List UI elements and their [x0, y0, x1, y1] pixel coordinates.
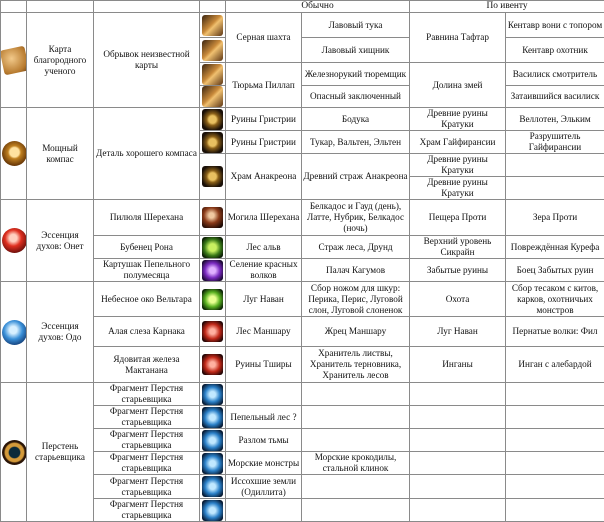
- drop-monsters: Сбор ножом для шкур: Перика, Перис, Луговой слон, Луговой слоненок: [302, 282, 410, 317]
- event-monsters: [506, 177, 604, 200]
- drop-monsters: [302, 475, 410, 499]
- event-monsters: [506, 406, 604, 429]
- slot-icon-cell: [200, 475, 226, 499]
- item-name: Алая слеза Карнака: [94, 317, 200, 347]
- junk-ring-icon: [2, 440, 27, 465]
- header-blank: [27, 1, 94, 13]
- item-name: Пилюля Шерехана: [94, 200, 200, 236]
- table-row: [1, 108, 604, 131]
- event-location: Долина змей: [410, 63, 506, 108]
- event-location: [410, 499, 506, 522]
- spirit-essence-onet-icon: [2, 228, 27, 253]
- drop-monsters: Палач Кагумов: [302, 259, 410, 282]
- drop-location: Могила Шерехана: [226, 200, 302, 236]
- drop-monsters: [302, 383, 410, 406]
- compass-part-icon: [202, 109, 223, 130]
- item-name: Фрагмент Перстня старьевщика: [94, 406, 200, 429]
- item-name: Бубенец Рона: [94, 236, 200, 259]
- slot-icon-cell: [200, 406, 226, 429]
- slot-icon-cell: [200, 131, 226, 154]
- drop-location: [226, 499, 302, 522]
- event-location: [410, 383, 506, 406]
- drop-monsters: Лавовый хищник: [302, 38, 410, 63]
- item-name: Обрывок неизвестной карты: [94, 13, 200, 108]
- ring-fragment-icon: [202, 430, 223, 451]
- event-monsters: Инган с алебардой: [506, 347, 604, 383]
- header-blank: [1, 1, 27, 13]
- slot-icon-cell: [200, 429, 226, 452]
- event-monsters: Сбор тесаком с китов, карков, охотничьих монстров: [506, 282, 604, 317]
- group-name: Эссенция духов: Одо: [27, 282, 94, 383]
- map-scrap-icon: [202, 15, 223, 36]
- slot-icon-cell: [200, 347, 226, 383]
- drop-monsters: Древний страж Анакреона: [302, 154, 410, 200]
- event-monsters: [506, 154, 604, 177]
- slot-icon-cell: [200, 236, 226, 259]
- spirit-essence-odo-icon: [2, 320, 27, 345]
- map-scrap-icon: [202, 86, 223, 107]
- header-blank: [94, 1, 200, 13]
- event-monsters: Кентавр вони с топором: [506, 13, 604, 38]
- slot-icon-cell: [200, 452, 226, 475]
- drop-location: [226, 383, 302, 406]
- table-row: [1, 383, 604, 406]
- drop-monsters: Страж леса, Друнд: [302, 236, 410, 259]
- ring-fragment-icon: [202, 500, 223, 521]
- drop-location: Разлом тьмы: [226, 429, 302, 452]
- item-name: Фрагмент Перстня старьевщика: [94, 499, 200, 522]
- slot-icon-cell: [200, 317, 226, 347]
- event-location: Храм Гайфирансии: [410, 131, 506, 154]
- event-monsters: Пернатые волки: Фил: [506, 317, 604, 347]
- slot-icon-cell: [200, 499, 226, 522]
- group-name: Перстень старьевщика: [27, 383, 94, 522]
- event-location: Древние руины Кратуки: [410, 177, 506, 200]
- slot-icon-cell: [200, 86, 226, 108]
- slot-icon-cell: [200, 63, 226, 86]
- ring-fragment-icon: [202, 384, 223, 405]
- event-location: [410, 475, 506, 499]
- header-event: По ивенту: [410, 1, 604, 13]
- drop-monsters: Лавовый тука: [302, 13, 410, 38]
- group-icon-cell: [1, 282, 27, 383]
- table-row: [1, 282, 604, 317]
- event-location: [410, 452, 506, 475]
- item-name: Фрагмент Перстня старьевщика: [94, 452, 200, 475]
- event-monsters: [506, 383, 604, 406]
- drop-location: Лес альв: [226, 236, 302, 259]
- drop-monsters: Опасный заключенный: [302, 86, 410, 108]
- event-monsters: Василиск смотритель: [506, 63, 604, 86]
- drop-location: Морские монстры: [226, 452, 302, 475]
- group-name: Эссенция духов: Онет: [27, 200, 94, 282]
- header-blank: [200, 1, 226, 13]
- slot-icon-cell: [200, 200, 226, 236]
- drop-location: Селение красных волков: [226, 259, 302, 282]
- drop-location: Иссохшие земли (Одиллита): [226, 475, 302, 499]
- event-location: Забытые руины: [410, 259, 506, 282]
- veltar-eye-icon: [202, 289, 223, 310]
- ash-crescent-icon: [202, 260, 223, 281]
- event-location: Инганы: [410, 347, 506, 383]
- ring-fragment-icon: [202, 476, 223, 497]
- event-monsters: Зера Проти: [506, 200, 604, 236]
- drop-location: Руины Гристрии: [226, 108, 302, 131]
- slot-icon-cell: [200, 154, 226, 200]
- item-name: Фрагмент Перстня старьевщика: [94, 475, 200, 499]
- drop-location: Пепельный лес ?: [226, 406, 302, 429]
- item-name: Фрагмент Перстня старьевщика: [94, 429, 200, 452]
- event-location: Верхний уровень Сикрайн: [410, 236, 506, 259]
- event-location: Охота: [410, 282, 506, 317]
- item-name: Деталь хорошего компаса: [94, 108, 200, 200]
- event-monsters: Затаившийся василиск: [506, 86, 604, 108]
- event-monsters: [506, 452, 604, 475]
- drop-monsters: Белкадос и Гауд (день), Латте, Нубрик, Белкадос (ночь): [302, 200, 410, 236]
- item-name: Небесное око Вельтара: [94, 282, 200, 317]
- slot-icon-cell: [200, 108, 226, 131]
- event-location: Луг Наван: [410, 317, 506, 347]
- event-monsters: Боец Забытых руин: [506, 259, 604, 282]
- event-location: Равнина Тафтар: [410, 13, 506, 63]
- event-monsters: [506, 499, 604, 522]
- slot-icon-cell: [200, 38, 226, 63]
- slot-icon-cell: [200, 13, 226, 38]
- drop-location: Серная шахта: [226, 13, 302, 63]
- ring-fragment-icon: [202, 407, 223, 428]
- event-location: Пещера Проти: [410, 200, 506, 236]
- group-icon-cell: [1, 108, 27, 200]
- event-monsters: Разрушитель Гайфирансии: [506, 131, 604, 154]
- item-name: Картушак Пепельного полумесяца: [94, 259, 200, 282]
- group-name: Карта благородного ученого: [27, 13, 94, 108]
- drop-monsters: Тукар, Вальтен, Эльтен: [302, 131, 410, 154]
- map-scrap-icon: [202, 64, 223, 85]
- powerful-compass-icon: [2, 141, 27, 166]
- drop-location: Лес Маншару: [226, 317, 302, 347]
- header-row: [1, 1, 604, 13]
- drop-monsters: Морские крокодилы, стальной клинок: [302, 452, 410, 475]
- maktanan-gland-icon: [202, 354, 223, 375]
- compass-part-icon: [202, 166, 223, 187]
- drop-location: Руины Тширы: [226, 347, 302, 383]
- slot-icon-cell: [200, 282, 226, 317]
- table-row: [1, 13, 604, 38]
- drop-monsters: Железнорукий тюремщик: [302, 63, 410, 86]
- ron-bell-icon: [202, 237, 223, 258]
- event-location: Древние руины Кратуки: [410, 108, 506, 131]
- drop-location: Храм Анакреона: [226, 154, 302, 200]
- drop-monsters: Бодука: [302, 108, 410, 131]
- drop-location: Тюрьма Пиллап: [226, 63, 302, 108]
- drop-monsters: Хранитель листвы, Хранитель терновника, Хранитель лесов: [302, 347, 410, 383]
- noble-scholar-map-icon: [1, 45, 27, 75]
- drop-location: Руины Гристрии: [226, 131, 302, 154]
- drop-location: Луг Наван: [226, 282, 302, 317]
- drop-monsters: [302, 429, 410, 452]
- ring-fragment-icon: [202, 453, 223, 474]
- drop-monsters: [302, 499, 410, 522]
- event-location: Древние руины Кратуки: [410, 154, 506, 177]
- group-icon-cell: [1, 13, 27, 108]
- event-location: [410, 406, 506, 429]
- compass-part-icon: [202, 132, 223, 153]
- group-icon-cell: [1, 383, 27, 522]
- map-scrap-icon: [202, 40, 223, 61]
- group-name: Мощный компас: [27, 108, 94, 200]
- item-name: Ядовитая железа Мактанана: [94, 347, 200, 383]
- event-monsters: Повреждённая Курефа: [506, 236, 604, 259]
- event-location: [410, 429, 506, 452]
- drop-monsters: [302, 406, 410, 429]
- header-usual: Обычно: [226, 1, 410, 13]
- table-row: [1, 200, 604, 236]
- event-monsters: [506, 475, 604, 499]
- group-icon-cell: [1, 200, 27, 282]
- slot-icon-cell: [200, 259, 226, 282]
- event-monsters: [506, 429, 604, 452]
- item-name: Фрагмент Перстня старьевщика: [94, 383, 200, 406]
- event-monsters: Кентавр охотник: [506, 38, 604, 63]
- sherekhan-pill-icon: [202, 207, 223, 228]
- event-monsters: Веллотен, Эльким: [506, 108, 604, 131]
- slot-icon-cell: [200, 383, 226, 406]
- karnak-tear-icon: [202, 321, 223, 342]
- drop-monsters: Жрец Маншару: [302, 317, 410, 347]
